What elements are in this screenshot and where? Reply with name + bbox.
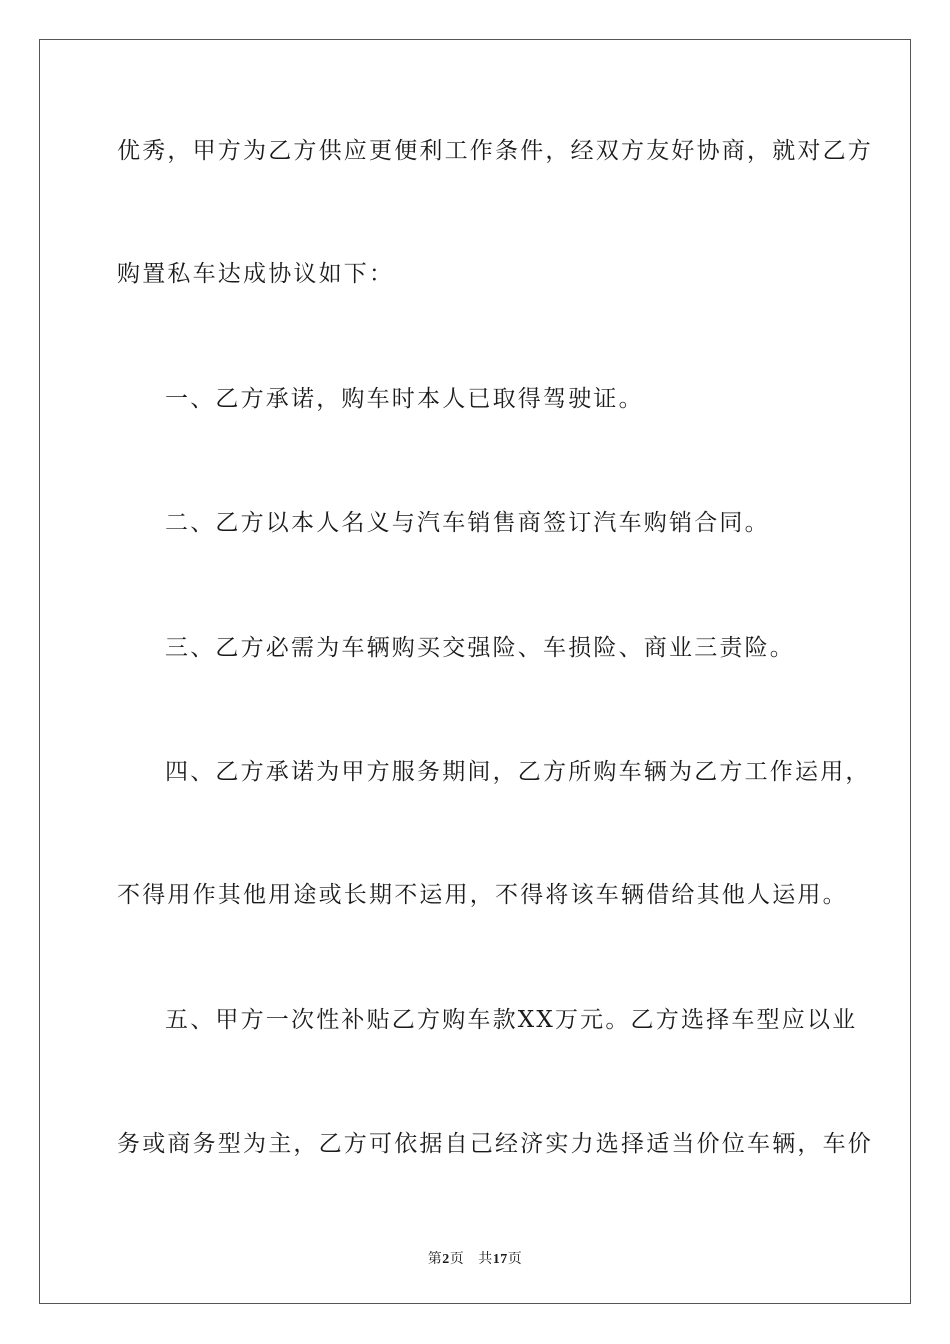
total-suffix: 页 (507, 1252, 523, 1267)
total-prefix: 共 (478, 1252, 493, 1267)
clause-1: 一、乙方承诺，购车时本人已取得驾驶证。 (165, 386, 644, 412)
paragraph-line-1: 优秀，甲方为乙方供应更便利工作条件，经双方友好协商，就对乙方 (117, 138, 873, 164)
page-suffix: 页 (449, 1252, 465, 1267)
total-pages: 17 (492, 1252, 508, 1267)
clause-2: 二、乙方以本人名义与汽车销售商签订汽车购销合同。 (165, 510, 770, 536)
page-footer (0, 1248, 950, 1268)
paragraph-line-2: 购置私车达成协议如下： (117, 261, 395, 287)
clause-3: 三、乙方必需为车辆购买交强险、车损险、商业三责险。 (165, 635, 795, 661)
page-prefix: 第 (427, 1252, 443, 1267)
page-border (39, 39, 911, 1304)
clause-5-line-1: 五、甲方一次性补贴乙方购车款XX万元。乙方选择车型应以业 (165, 1007, 858, 1033)
page-number: 2 (442, 1252, 450, 1267)
clause-4-line-2: 不得用作其他用途或长期不运用，不得将该车辆借给其他人运用。 (117, 882, 848, 908)
clause-4-line-1: 四、乙方承诺为甲方服务期间，乙方所购车辆为乙方工作运用， (165, 759, 871, 785)
clause-5-line-2: 务或商务型为主，乙方可依据自己经济实力选择适当价位车辆，车价 (117, 1131, 873, 1157)
